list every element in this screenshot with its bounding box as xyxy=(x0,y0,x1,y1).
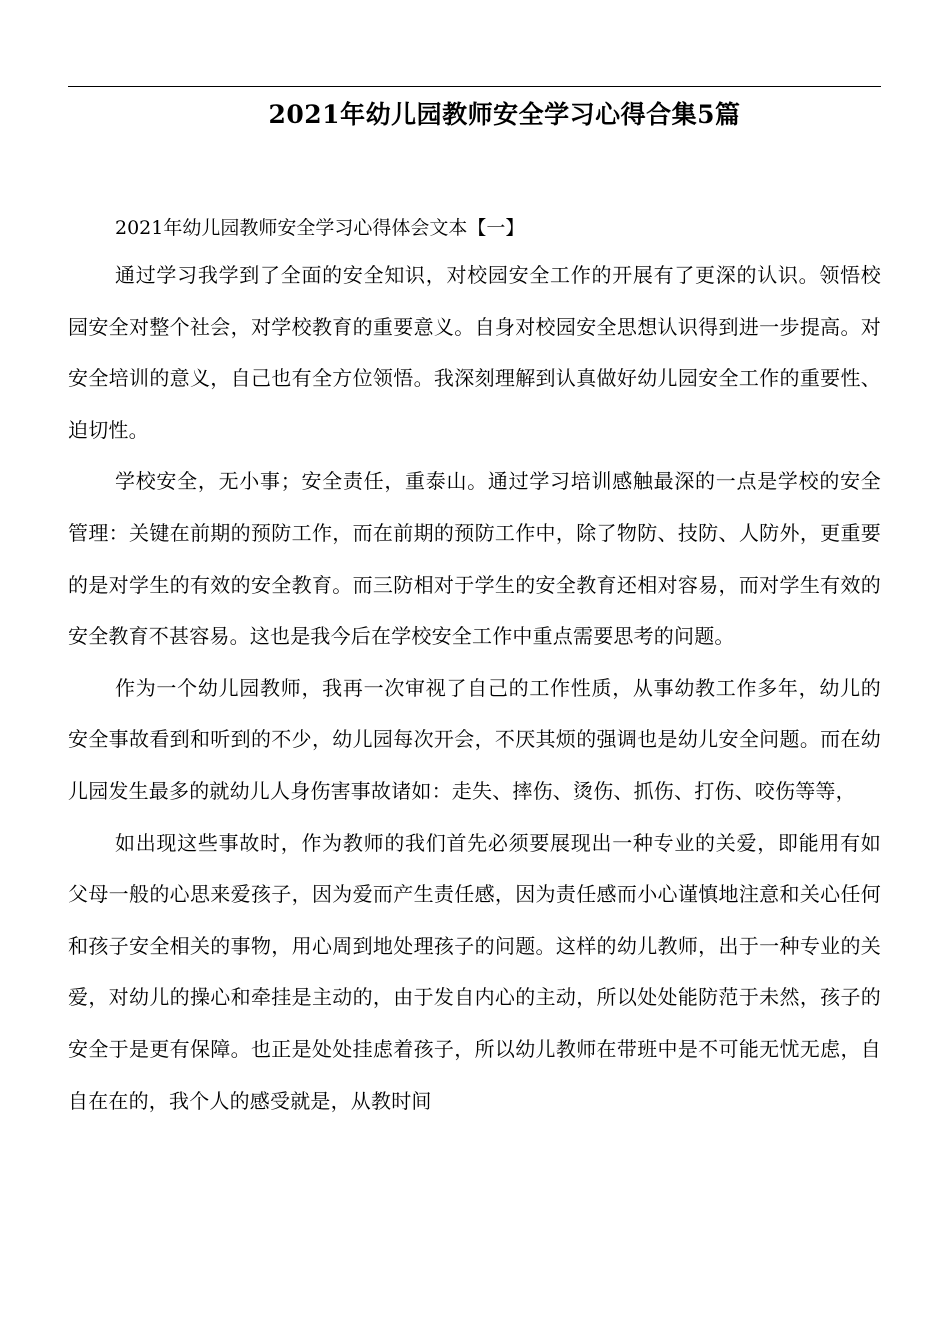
document-title: 2021年幼儿园教师安全学习心得合集5篇 xyxy=(268,100,741,129)
paragraph-3: 作为一个幼儿园教师，我再一次审视了自己的工作性质，从事幼教工作多年，幼儿的安全事故看到和听到的不少，幼儿园每次开会，不厌其烦的强调也是幼儿安全问题。而在幼儿园发生最多的就幼儿人身伤害事故诸如：走失、摔伤、烫伤、抓伤、打伤、咬伤等等， xyxy=(68,675,881,803)
paragraph-1: 通过学习我学到了全面的安全知识，对校园安全工作的开展有了更深的认识。领悟校园安全对整个社会，对学校教育的重要意义。自身对校园安全思想认识得到进一步提高。对安全培训的意义，自己也有全方位领悟。我深刻理解到认真做好幼儿园安全工作的重要性、迫切性。 xyxy=(68,263,881,442)
section-heading: 2021年幼儿园教师安全学习心得体会文本【一】 xyxy=(115,217,525,239)
document-body xyxy=(68,209,881,1127)
header-rule xyxy=(68,86,881,87)
paragraph-4: 如出现这些事故时，作为教师的我们首先必须要展现出一种专业的关爱，即能用有如父母一般的心思来爱孩子，因为爱而产生责任感，因为责任感而小心谨慎地注意和关心任何和孩子安全相关的事物，用心周到地处理孩子的问题。这样的幼儿教师，出于一种专业的关爱，对幼儿的操心和牵挂是主动的，由于发自内心的主动，所以处处能防范于未然，孩子的安全于是更有保障。也正是处处挂虑着孩子，所以幼儿教师在带班中是不可能无忧无虑，自自在在的，我个人的感受就是，从教时间 xyxy=(68,830,881,1113)
paragraph-2: 学校安全，无小事；安全责任，重泰山。通过学习培训感触最深的一点是学校的安全管理：关键在前期的预防工作，而在前期的预防工作中，除了物防、技防、人防外，更重要的是对学生的有效的安全教育。而三防相对于学生的安全教育还相对容易，而对学生有效的安全教育不甚容易。这也是我今后在学校安全工作中重点需要思考的问题。 xyxy=(68,469,881,649)
